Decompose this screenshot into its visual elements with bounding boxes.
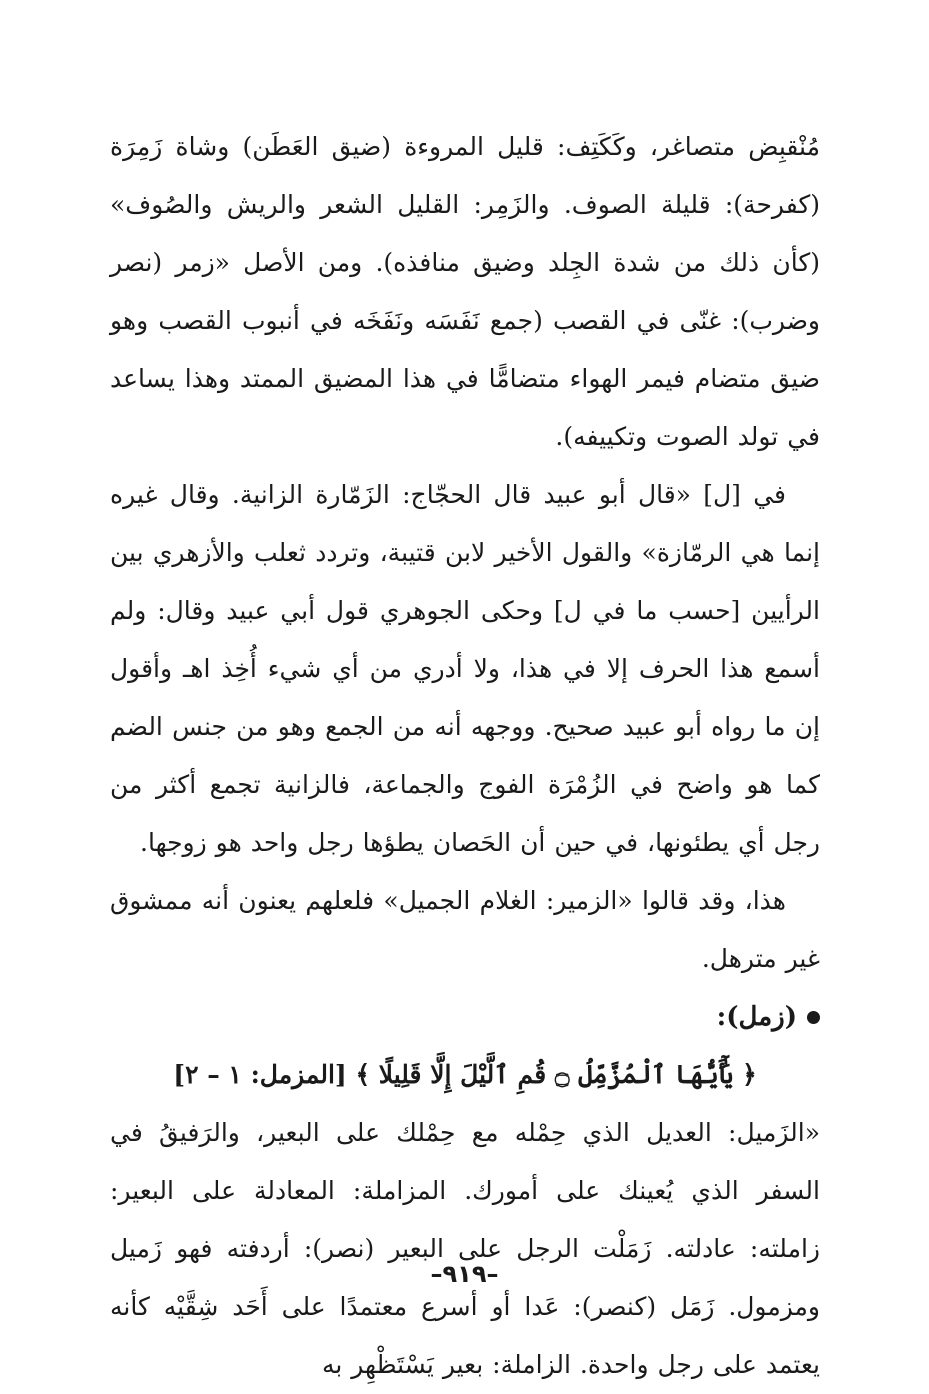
page-number: –٩١٩– bbox=[430, 1260, 499, 1288]
paragraph-zamil-definition: «الزَميل: العديل الذي حِمْله مع حِمْلك على البعير، والرَفيقُ في السفر الذي يُعينك على أمورك. المزاملة: المعادلة على البعير: زاملته: عادلته. زَمَلْت الرجل على البعير (نصر): أردفته فهو زَميل ومزمول. زَمَل (كنصر): عَدا أو أسرع معتمدًا على أَحَد شِقَّيْه كأنه يعتمد على رجل واحدة. الزاملة: بعير يَسْتَظْهِر به bbox=[110, 1118, 820, 1379]
section-heading bbox=[110, 988, 820, 1046]
paragraph-zamar-meaning: مُنْقبِض متصاغر، وكَكَتِف: قليل المروءة (ضيق العَطَن) وشاة زَمِرَة (كفرحة): قليلة الصوف. والزَمِر: القليل الشعر والريش والصُوف» (كأن ذلك من شدة الجِلد وضيق منافذه). ومن الأصل «زمر (نصر وضرب): غنّى في القصب (جمع نَفَسَه ونَفَخَه في أنبوب القصب وهو ضيق متضام فيمر الهواء متضامًّا في هذا المضيق الممتد وهذا يساعد في تولد الصوت وتكييفه). bbox=[110, 132, 820, 451]
paragraph-zamir-boy: هذا، وقد قالوا «الزمير: الغلام الجميل» فلعلهم يعنون أنه ممشوق غير مترهل. bbox=[110, 886, 820, 973]
page-content bbox=[110, 118, 820, 1394]
paragraph-zammara-discussion: في [ل] «قال أبو عبيد قال الحجّاج: الزَمّارة الزانية. وقال غيره إنما هي الرمّازة» والقول الأخير لابن قتيبة، وتردد ثعلب والأزهري بين الرأيين [حسب ما في ل] وحكى الجوهري قول أبي عبيد وقال: ولم أسمع هذا الحرف إلا في هذا، ولا أدري من أي شيء أُخِذ اهـ وأقول إن ما رواه أبو عبيد صحيح. ووجهه أنه من الجمع وهو من جنس الضم كما هو واضح في الزُمْرَة الفوج والجماعة، فالزانية تجمع أكثر من رجل أي يطئونها، في حين أن الحَصان يطؤها رجل واحد هو زوجها. bbox=[110, 480, 820, 857]
bullet-icon bbox=[807, 1011, 820, 1024]
section-heading-label: (زمل): bbox=[716, 1002, 797, 1032]
quran-verse: ﴿ يَٰٓأَيُّهَا ٱلْمُزَّمِّلُ ۝ قُمِ ٱلَّيْلَ إِلَّا قَلِيلًا ﴾ [المزمل: ١ – ٢] bbox=[173, 1060, 757, 1089]
